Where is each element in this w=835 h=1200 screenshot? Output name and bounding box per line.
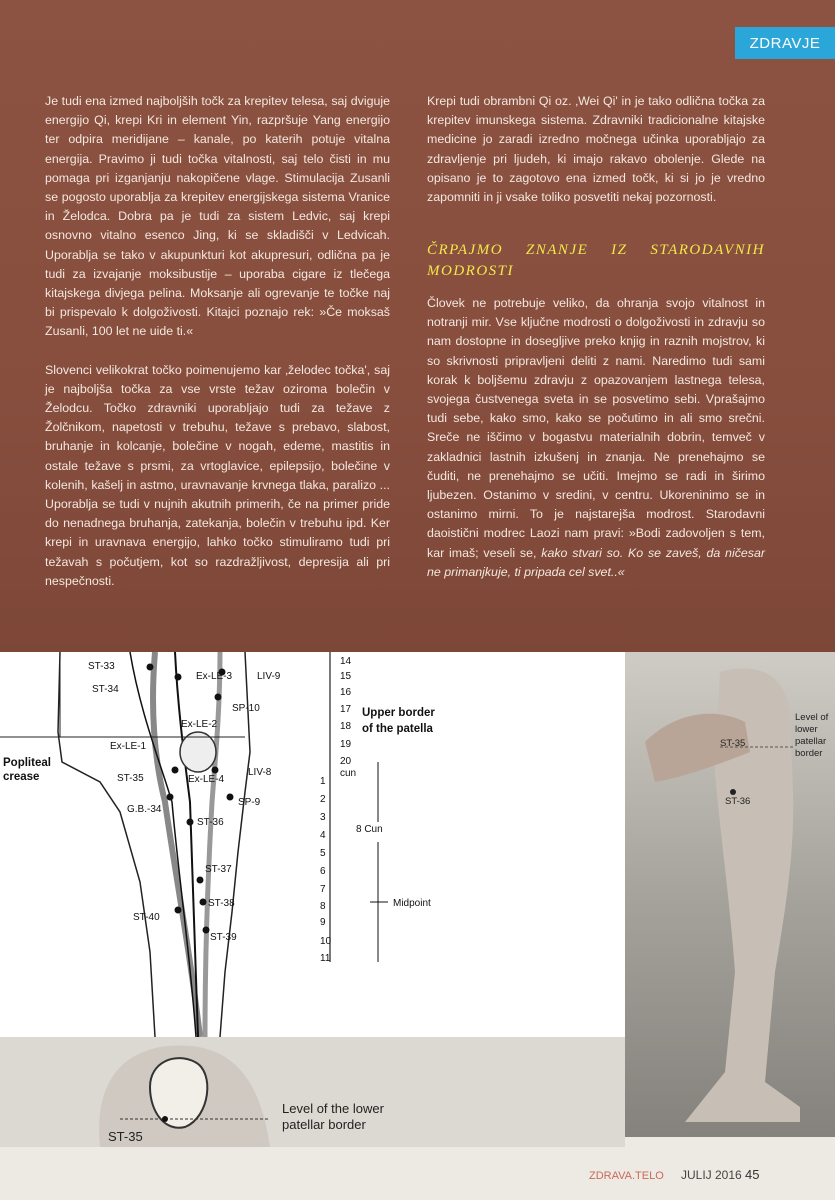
acupoint-dot bbox=[227, 794, 234, 801]
footer-date: JULIJ 2016 bbox=[681, 1168, 742, 1182]
paragraph: Slovenci velikokrat točko poimenujemo kar ‚želodec točka', saj je najboljša točka za vse vrste težav oziroma bolečin v Želodcu. Točko zdravniki uporabljajo tudi za težave z Žolčnikom, napetosti v trebuhu, težave s prebavo, slabost, bruhanje in kolcanje, bolečine v nogah, edeme, mastitis in ostale težave s prsmi, za vrtoglavice, epilepsijo, bolečine v kolenih, kašelj in astmo, uravnavanje krvnega tlaka, paralizo ... Uporablja se tudi v nujnih akutnih primerih, če na primer pride do nenadnega bruhanja, zatekanja, bolečin v trebuhu ipd. Ker krepi in uravnava energijo, lahko točko stimuliramo tudi pri težavah s počutjem, kot so razdražljivost, depresija ali pri nespečnosti. bbox=[45, 362, 390, 588]
leg-outline bbox=[58, 652, 155, 1037]
paragraph: Krepi tudi obrambni Qi oz. ‚Wei Qi' in je tako odlična točka za krepitev imunskega sistema. Zdravniki tradicionalne kitajske medicine jo zaradi izredno močnega učinka uporabljajo za zdravljenje pri ljudeh, ki imajo rakavo obolenje. Glede na opisano je to zagotovo ena izmed točk, ki si jo je vredno zapomniti in ji vsake toliko posvetiti nekaj pozornosti. bbox=[427, 94, 765, 205]
acupoint-diagram bbox=[0, 652, 625, 1037]
knee-level: Level of the lower bbox=[282, 1101, 384, 1116]
label-exle1: Ex-LE-1 bbox=[110, 741, 147, 752]
scale-1: 1 bbox=[320, 776, 326, 787]
upper-border-label: Upper border bbox=[362, 707, 435, 719]
knee-level: patellar border bbox=[282, 1117, 366, 1132]
acupoint-dot bbox=[203, 927, 210, 934]
patella-outline bbox=[150, 1058, 207, 1128]
label-sp10: SP-10 bbox=[232, 703, 260, 714]
label-liv8: LIV-8 bbox=[248, 767, 272, 778]
acupoint-dot bbox=[175, 674, 182, 681]
label-st37: ST-37 bbox=[205, 864, 232, 875]
photo-st36: ST-36 bbox=[725, 796, 751, 807]
label-st35: ST-35 bbox=[117, 773, 144, 784]
quote-text: »Če moksaš Zusanli, 100 let ne uide ti.« bbox=[45, 305, 390, 339]
footer-brand: ZDRAVA.TELO bbox=[589, 1170, 664, 1182]
popliteal-label: crease bbox=[3, 771, 40, 783]
label-exle2: Ex-LE-2 bbox=[181, 719, 218, 730]
scale-16: 16 bbox=[340, 687, 352, 698]
scale-10: 10 bbox=[320, 936, 332, 947]
acupoint-dot bbox=[212, 767, 219, 774]
leg-photo-svg bbox=[625, 652, 835, 1137]
scale-17: 17 bbox=[340, 704, 352, 715]
popliteal-label: Popliteal bbox=[3, 757, 51, 769]
scale-11: 11 bbox=[320, 953, 331, 964]
scale-4: 4 bbox=[320, 830, 326, 841]
label-st40: ST-40 bbox=[133, 912, 160, 923]
knee-st35: ST-35 bbox=[108, 1129, 143, 1144]
section-tag: ZDRAVJE bbox=[735, 27, 835, 59]
scale-15: 15 bbox=[340, 671, 352, 682]
paragraph-text: Je tudi ena izmed najboljših točk za krepitev telesa, saj dviguje energijo Qi, krepi Kri in element Yin, razpršuje Yang energijo ter odpira meridijane – kanale, po katerih potuje vitalna energija. Pravimo ji tudi točka vitalnosti, saj telo čisti in mu pomaga pri izganjanju nakopičene vlage. Stimulacija Zusanli se pogosto uporablja za krepitev energijskega sistema Vranice in Želodca. Dobra pa je tudi za sistem Ledvic, saj krepi osnovno vitalno esenco Jing, ki se skladišči v Ledvicah. Uporablja se tako v akupunkturi kot akupresuri, odlična pa je tudi za izvajanje moksibustije – uporaba cigare iz tlečega kitajskega divjega pelina. Moksanje ali ogrevanje te točke naj bi prispevalo k dolgoživosti. Kitajci poznajo rek: bbox=[45, 94, 390, 320]
paragraph bbox=[427, 294, 765, 582]
cun-label: cun bbox=[340, 768, 357, 779]
knee-svg bbox=[0, 1037, 625, 1147]
scale-8: 8 bbox=[320, 901, 326, 912]
label-st36: ST-36 bbox=[197, 817, 224, 828]
column-left bbox=[45, 92, 390, 610]
scale-5: 5 bbox=[320, 848, 326, 859]
acupoint-dot bbox=[175, 907, 182, 914]
photo-st35: ST-35 bbox=[720, 738, 746, 749]
knee-dot bbox=[162, 1116, 168, 1122]
patella-shape bbox=[180, 732, 216, 772]
leg-diagram-svg bbox=[0, 652, 625, 1037]
italic-quote: kako stvari so. Ko se zaveš, da ničesar ne primanjkuje, ti pripada cel svet..« bbox=[427, 545, 765, 579]
scale-annotations bbox=[340, 768, 431, 909]
scale-2: 2 bbox=[320, 794, 326, 805]
paragraph bbox=[45, 92, 390, 342]
scale-9: 9 bbox=[320, 917, 326, 928]
acupoint-dot bbox=[197, 877, 204, 884]
scale-18: 18 bbox=[340, 721, 352, 732]
label-st33: ST-33 bbox=[88, 661, 115, 672]
column-right-bottom bbox=[427, 294, 765, 601]
label-liv9: LIV-9 bbox=[257, 671, 281, 682]
scale-7: 7 bbox=[320, 884, 326, 895]
scale-14: 14 bbox=[340, 656, 352, 667]
acupoint-dot bbox=[172, 767, 179, 774]
label-exle3: Ex-LE-3 bbox=[196, 671, 233, 682]
label-exle4: Ex-LE-4 bbox=[188, 774, 225, 785]
scale-20: 20 bbox=[340, 756, 352, 767]
photo-level: patellar bbox=[795, 736, 827, 747]
section-heading: ČRPAJMO ZNANJE IZ STARODAVNIH MODROSTI bbox=[427, 242, 765, 279]
label-st34: ST-34 bbox=[92, 684, 119, 695]
acupoint-dot bbox=[167, 794, 174, 801]
upper-border-label: of the patella bbox=[362, 723, 433, 735]
acupoint-dot bbox=[215, 694, 222, 701]
acupoint-dot bbox=[147, 664, 154, 671]
photo-level: lower bbox=[795, 724, 818, 735]
label-st38: ST-38 bbox=[208, 898, 235, 909]
scale-6: 6 bbox=[320, 866, 326, 877]
acupoint-dot bbox=[187, 819, 194, 826]
label-gb34: G.B.-34 bbox=[127, 804, 162, 815]
scale-19: 19 bbox=[340, 739, 352, 750]
eight-cun-label: 8 Cun bbox=[356, 824, 383, 835]
label-st39: ST-39 bbox=[210, 932, 237, 943]
column-right-top bbox=[427, 92, 765, 226]
scale-labels bbox=[320, 656, 352, 964]
photo-dot bbox=[730, 789, 736, 795]
paragraph-text: Človek ne potrebuje veliko, da ohranja svojo vitalnost in notranji mir. Vse ključne modrosti o dolgoživosti in zdravju so nam dostopne in dosegljive preko knjig in raznih mojstrov, ki so skrivnosti pripravljeni deliti z nami. Naredimo tudi sami korak k boljšemu zdravju z opazovanjem lastnega telesa, svojega čustvenega sveta in se posvetimo sebi. Vprašajmo tudi sebe, kako smo, kako se počutimo in ali smo srečni. Sreče ne iščimo v bogastvu materialnih dobrin, temveč v zakladnici lastnih izkušenj in znanja. Ne prenehajmo se čuditi, ne prenehajmo se učiti. Imejmo se radi in širimo ljubezen. Ostanimo v sredini, v centru. Ukoreninimo se in ostanimo mirni. To je najstarejša modrost. Starodavni daoistični modrec Laozi nam pravi: »Bodi zadovoljen s tem, kar imaš; veseli se, bbox=[427, 296, 765, 560]
photo-level: border bbox=[795, 748, 823, 759]
meridian-line bbox=[130, 652, 196, 1037]
photo-level: Level of bbox=[795, 712, 829, 723]
point-labels bbox=[88, 661, 281, 943]
page-number: 45 bbox=[745, 1167, 760, 1182]
label-sp9: SP-9 bbox=[238, 797, 261, 808]
knee-photo bbox=[0, 1037, 625, 1147]
acupoint-dot bbox=[200, 899, 207, 906]
leg-photo bbox=[625, 652, 835, 1137]
midpoint-label: Midpoint bbox=[393, 898, 431, 909]
bone-shape bbox=[205, 652, 220, 1037]
scale-3: 3 bbox=[320, 812, 326, 823]
